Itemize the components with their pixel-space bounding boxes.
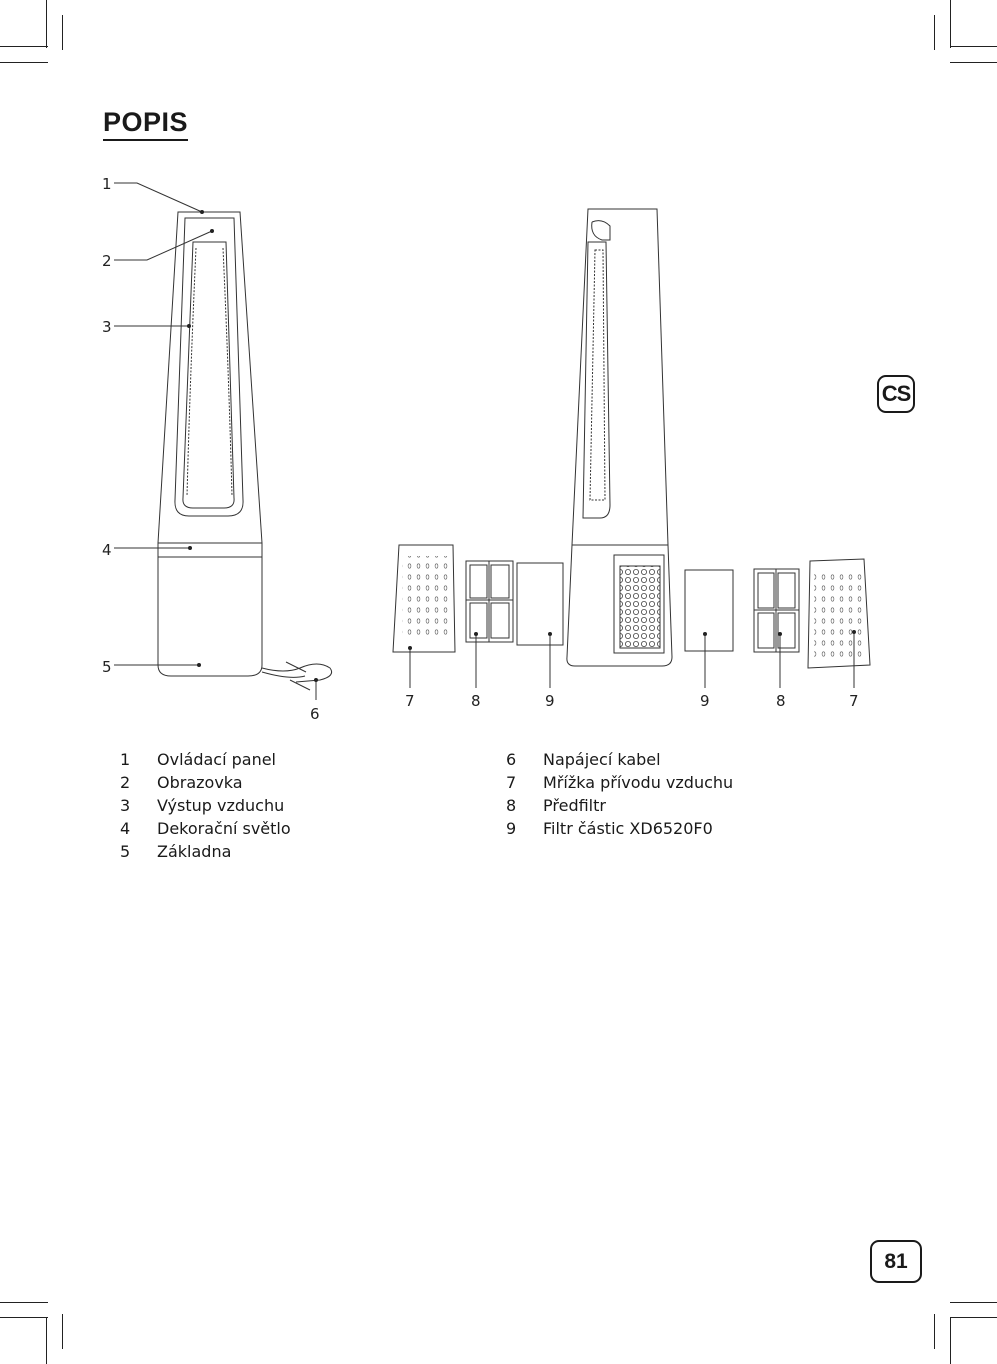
callout-7: 7 bbox=[849, 692, 859, 710]
legend-number: 2 bbox=[120, 773, 131, 792]
tower-front bbox=[158, 212, 332, 690]
filter-grid bbox=[620, 566, 660, 648]
particle-filter-right bbox=[685, 570, 733, 651]
legend-number: 5 bbox=[120, 842, 131, 861]
legend-number: 8 bbox=[506, 796, 517, 815]
callout-2: 2 bbox=[102, 252, 112, 270]
callout-7: 7 bbox=[405, 692, 415, 710]
legend-label: Ovládací panel bbox=[157, 750, 276, 769]
prefilter-right bbox=[754, 569, 799, 652]
legend-label: Filtr částic XD6520F0 bbox=[543, 819, 713, 838]
legend-label: Základna bbox=[157, 842, 232, 861]
leader-dots-left bbox=[187, 210, 318, 682]
legend-number: 4 bbox=[120, 819, 131, 838]
crop-mark bbox=[62, 1314, 63, 1349]
intake-grille-left bbox=[393, 545, 455, 652]
intake-grille-right bbox=[808, 559, 870, 668]
crop-mark bbox=[0, 1317, 48, 1318]
legend-number: 9 bbox=[506, 819, 517, 838]
prefilter-left bbox=[466, 561, 513, 642]
crop-mark bbox=[0, 1302, 48, 1303]
legend-number: 6 bbox=[506, 750, 517, 769]
leader-lines-left bbox=[114, 183, 316, 700]
legend-label: Předfiltr bbox=[543, 796, 606, 815]
callout-4: 4 bbox=[102, 541, 112, 559]
crop-mark bbox=[950, 1302, 997, 1303]
crop-mark bbox=[934, 1314, 935, 1349]
legend-number: 7 bbox=[506, 773, 517, 792]
callout-9: 9 bbox=[545, 692, 555, 710]
callout-5: 5 bbox=[102, 658, 112, 676]
crop-mark bbox=[46, 1317, 47, 1364]
legend-label: Obrazovka bbox=[157, 773, 243, 792]
legend-label: Napájecí kabel bbox=[543, 750, 661, 769]
page-number: 81 bbox=[870, 1240, 922, 1283]
legend-label: Dekorační světlo bbox=[157, 819, 291, 838]
callout-8: 8 bbox=[776, 692, 786, 710]
crop-mark bbox=[950, 1317, 951, 1364]
legend-label: Mřížka přívodu vzduchu bbox=[543, 773, 734, 792]
legend-number: 1 bbox=[120, 750, 131, 769]
particle-filter-left bbox=[517, 563, 563, 645]
crop-mark bbox=[950, 1317, 997, 1318]
callout-3: 3 bbox=[102, 318, 112, 336]
callout-1: 1 bbox=[102, 175, 112, 193]
legend-label: Výstup vzduchu bbox=[157, 796, 285, 815]
legend-number: 3 bbox=[120, 796, 131, 815]
callout-9: 9 bbox=[700, 692, 710, 710]
page-title: POPIS bbox=[103, 106, 188, 141]
callout-6: 6 bbox=[310, 705, 320, 723]
language-badge: CS bbox=[877, 375, 915, 413]
callout-8: 8 bbox=[471, 692, 481, 710]
